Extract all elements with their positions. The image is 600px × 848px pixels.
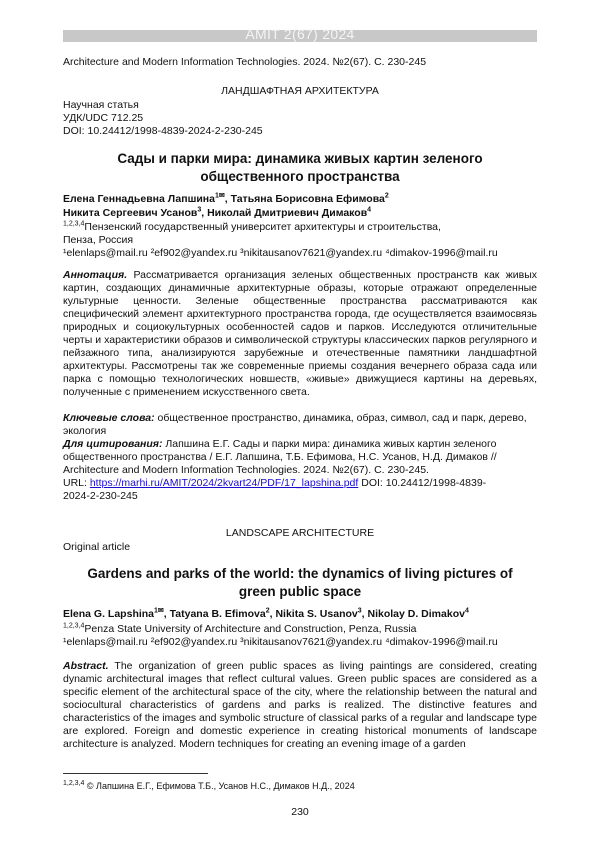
affiliation-ru: [63, 221, 537, 260]
citation-ru: [63, 438, 537, 503]
author-4-en: , Nikolay D. Dimakov: [361, 608, 465, 620]
author-1-en: Elena G. Lapshina: [63, 608, 155, 620]
footnote-sup: 1,2,3,4: [63, 780, 85, 787]
author-2-ru: , Татьяна Борисовна Ефимова: [224, 193, 385, 205]
author-2-en: , Tatyana B. Efimova: [163, 608, 266, 620]
emails-en: ¹elenlaps@mail.ru ²ef902@yandex.ru ³nikitausanov7621@yandex.ru ⁴dimakov-1996@mail.ru: [63, 636, 498, 648]
author-3-en: , Nikita S. Usanov: [269, 608, 358, 620]
title-en: [63, 565, 537, 601]
abstract-en-text: The organization of green public spaces as living paintings are considered, creating dynamic architectural images that reflect cultural values. Green public spaces are considered as a specific element of the architectural space of the city, where the relationship between the natural and sociocultural characteristics of gardens and parks is realized. The distinctive features and characteristics of the images and symbolic structure of classical parks of a regular and landscape type are explored. Foreign and domestic experience in creating historical monuments of landscape architecture is analyzed. Modern techniques for creating an evening image of a garden: [63, 660, 537, 750]
copyright-footnote: [63, 781, 355, 792]
author-1-ru: Елена Геннадьевна Лапшина: [63, 193, 215, 205]
article-url-link[interactable]: https://marhi.ru/AMIT/2024/2kvart24/PDF/17_lapshina.pdf: [89, 477, 359, 489]
url-label: URL:: [63, 477, 90, 489]
affiliation-ru-line1: Пензенский государственный университет архитектуры и строительства,: [84, 221, 441, 233]
keywords-ru-text: общественное пространство, динамика, образ, символ, сад и парк, дерево, экология: [63, 412, 527, 437]
author-2-en-sup: 2: [265, 607, 270, 615]
page-number: 230: [291, 806, 309, 818]
section-heading-ru: ЛАНДШАФТНАЯ АРХИТЕКТУРА: [221, 85, 379, 97]
author-2-ru-sup: 2: [384, 192, 389, 200]
journal-reference: Architecture and Modern Information Technologies. 2024. №2(67). С. 230-245: [63, 56, 427, 68]
authors-en: [63, 607, 537, 621]
affiliation-en: [63, 623, 537, 649]
title-ru: [63, 150, 537, 186]
emails-ru: ¹elenlaps@mail.ru ²ef902@yandex.ru ³nikitausanov7621@yandex.ru ⁴dimakov-1996@mail.ru: [63, 247, 498, 259]
affiliation-ru-sup: 1,2,3,4: [63, 220, 85, 228]
authors-ru-line1: [63, 192, 537, 206]
author-1-en-sup: 1✉: [154, 607, 164, 615]
author-3-ru: Никита Сергеевич Усанов: [63, 207, 198, 219]
udc: УДК/UDC 712.25: [63, 112, 144, 124]
title-ru-line1: Сады и парки мира: динамика живых картин зеленого: [117, 151, 483, 166]
affiliation-en-sup: 1,2,3,4: [63, 622, 85, 630]
abstract-ru-label: Аннотация.: [63, 269, 128, 281]
authors-ru-line2: [63, 206, 537, 220]
affiliation-ru-line2: Пенза, Россия: [63, 234, 134, 246]
author-4-ru-sup: 4: [367, 206, 372, 214]
author-1-ru-sup: 1✉: [214, 192, 225, 200]
affiliation-en-line: Penza State University of Architecture and Construction, Penza, Russia: [84, 623, 417, 635]
author-3-en-sup: 3: [357, 607, 362, 615]
title-ru-line2: общественного пространства: [200, 169, 400, 184]
author-4-ru: , Николай Дмитриевич Димаков: [201, 207, 368, 219]
abstract-en: [63, 660, 537, 751]
section-heading-en: LANDSCAPE ARCHITECTURE: [225, 527, 375, 539]
url-doi: DOI: 10.24412/1998-4839-: [358, 477, 487, 489]
citation-ru-label: Для цитирования:: [63, 438, 163, 450]
header-band: [63, 26, 537, 42]
abstract-ru: [63, 269, 537, 399]
footnote-text: © Лапшина Е.Г., Ефимова Т.Б., Усанов Н.С., Димаков Н.Д., 2024: [84, 781, 355, 791]
keywords-ru-label: Ключевые слова:: [63, 412, 155, 424]
header-band-text: AMIT 2(67) 2024: [245, 26, 355, 42]
url-doi-wrap: 2024-2-230-245: [63, 490, 138, 502]
keywords-ru: [63, 412, 537, 438]
title-en-line1: Gardens and parks of the world: the dynamics of living pictures of: [87, 566, 513, 581]
citation-ru-text: Лапшина Е.Г. Сады и парки мира: динамика живых картин зеленого общественного пространства / Е.Г. Лапшина, Т.Б. Ефимова, Н.С. Усанов, Н.Д. Димаков // Architecture and Modern Information Technologies. 2024. №2(67). С. 230-245.: [63, 438, 497, 476]
article-type-en: Original article: [63, 541, 131, 553]
abstract-ru-text: Рассматривается организация зеленых общественных пространств как живых картин, создающих динамичные архитектурные образы, которые отражают определенные культурные ценности. Зеленые общественные пространства рассматриваются как специфический элемент архитектурного пространства города, где осуществляется взаимосвязь природных и социокультурных особенностей садов и парков. Исследуются отличительные черты и характеристики образов и символической структуры классических парков регулярного и пейзажного типа, анализируются зарубежные и отечественные памятники ландшафтной архитектуры. Рассмотрены так же современные приемы создания вечернего образа сада или парка с помощью технологических новшеств, «живые» движущиеся картины на деревьях, полученные с применением искусственного света.: [63, 269, 537, 398]
author-3-ru-sup: 3: [197, 206, 202, 214]
authors-ru: [63, 192, 537, 220]
article-type-ru: Научная статья: [63, 99, 139, 111]
doi: DOI: 10.24412/1998-4839-2024-2-230-245: [63, 125, 263, 137]
author-4-en-sup: 4: [464, 607, 469, 615]
footnote-rule: [63, 773, 208, 774]
abstract-en-label: Abstract.: [63, 660, 109, 672]
title-en-line2: green public space: [238, 584, 362, 599]
